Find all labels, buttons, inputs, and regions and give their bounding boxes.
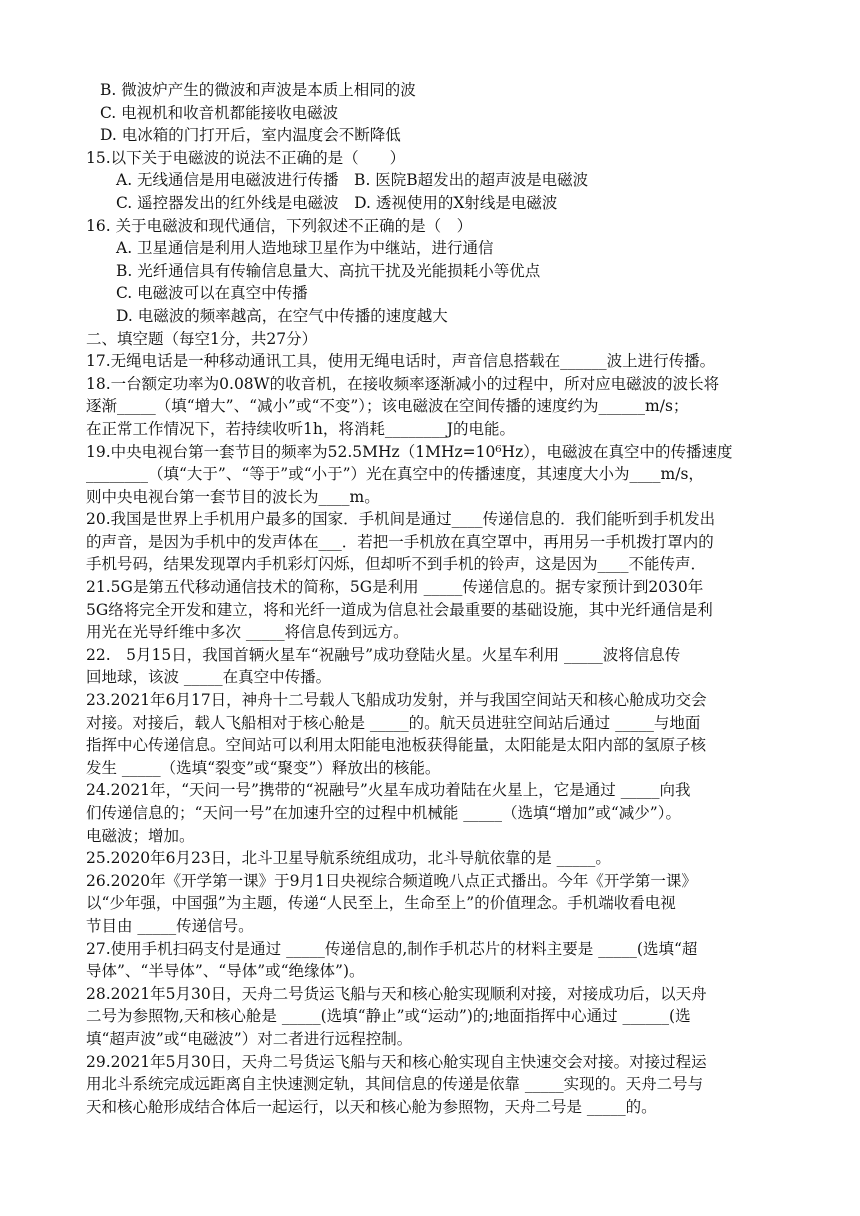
- text-line: 的声音，是因为手机中的发声体在___．若把一手机放在真空罩中，再用另一手机拨打罩内的: [86, 532, 714, 551]
- text-line: 二、填空题（每空1分，共27分）: [86, 329, 318, 348]
- text-line: 5G络将完全开发和建立，将和光纤一道成为信息社会最重要的基础设施，其中光纤通信是利: [86, 600, 713, 619]
- text-line: 27.使用手机扫码支付是通过 _____传递信息的,制作手机芯片的材料主要是 _____(选填“超: [86, 939, 698, 958]
- text-line: 电磁波；增加。: [86, 826, 195, 845]
- text-line: 16. 关于电磁波和现代通信，下列叙述不正确的是（ ）: [86, 216, 473, 235]
- text-line: 发生 _____（选填“裂变”或“聚变”）释放出的核能。: [86, 758, 441, 777]
- text-line: 23.2021年6月17日，神舟十二号载人飞船成功发射，并与我国空间站天和核心舱成功交会: [86, 691, 707, 710]
- text-line: 28.2021年5月30日，天舟二号货运飞船与天和核心舱实现顺利对接，对接成功后，以天舟: [86, 984, 707, 1003]
- text-line: C. 遥控器发出的红外线是电磁波 D. 透视使用的X射线是电磁波: [116, 193, 558, 212]
- text-line: A. 无线通信是用电磁波进行传播 B. 医院B超发出的超声波是电磁波: [116, 171, 589, 190]
- text-line: C. 电视机和收音机都能接收电磁波: [100, 103, 339, 122]
- text-line: 则中央电视台第一套节目的波长为____m。: [86, 487, 380, 506]
- text-line: 节目由 _____传递信号。: [86, 916, 254, 935]
- text-line: D. 电冰箱的门打开后，室内温度会不断降低: [100, 126, 401, 145]
- text-line: A. 卫星通信是利用人造地球卫星作为中继站，进行通信: [116, 239, 494, 258]
- text-line: 填“超声波”或“电磁波”）对二者进行远程控制。: [86, 1029, 413, 1048]
- text-line: 在正常工作情况下，若持续收听1h，将消耗________J的电能。: [86, 419, 516, 438]
- text-line: D. 电磁波的频率越高，在空气中传播的速度越大: [116, 306, 448, 325]
- text-line: 天和核心舱形成结合体后一起运行，以天和核心舱为参照物，天舟二号是 _____的。: [86, 1097, 657, 1116]
- text-line: C. 电磁波可以在真空中传播: [116, 284, 308, 303]
- text-line: 29.2021年5月30日，天舟二号货运飞船与天和核心舱实现自主快速交会对接。对接过程运: [86, 1052, 707, 1071]
- text-line: B. 微波炉产生的微波和声波是本质上相同的波: [100, 81, 416, 99]
- text-line: 们传递信息的；“天问一号”在加速升空的过程中机械能 _____（选填“增加”或“减少”）。: [86, 804, 681, 822]
- text-line: 20.我国是世界上手机用户最多的国家．手机间是通过____传递信息的．我们能听到手机发出: [86, 510, 716, 529]
- text-line: 22. 5月15日，我国首辆火星车“祝融号”成功登陆火星。火星车利用 _____波将信息传: [86, 645, 681, 664]
- text-line: 手机号码，结果发现罩内手机彩灯闪烁，但却听不到手机的铃声，这是因为____不能传声．: [86, 555, 707, 574]
- text-line: 15.以下关于电磁波的说法不正确的是（ ）: [86, 148, 406, 167]
- text-line: 用光在光导纤维中多次 _____将信息传到远方。: [86, 623, 409, 642]
- text-line: 用北斗系统完成远距离自主快速测定轨，其间信息的传递是依靠 _____实现的。天舟二号与: [86, 1075, 704, 1094]
- text-line: 二号为参照物,天和核心舱是 _____(选填“静止”或“运动”)的;地面指挥中心通过 ______(选: [86, 1007, 691, 1026]
- text-line: B. 光纤通信具有传输信息量大、高抗干扰及光能损耗小等优点: [116, 261, 541, 280]
- text-line: 25.2020年6月23日，北斗卫星导航系统组成功，北斗导航依靠的是 _____。: [86, 849, 611, 868]
- text-line: ________（填“大于”、“等于”或“小于”）光在真空中的传播速度，其速度大小为____m/s，: [86, 465, 704, 484]
- text-line: 17.无绳电话是一种移动通讯工具，使用无绳电话时，声音信息搭载在______波上进行传播。: [86, 352, 716, 371]
- text-line: 回地球，该波 _____在真空中传播。: [86, 668, 332, 687]
- text-line: 导体”、“半导体”、“导体”或“绝缘体”)。: [86, 962, 365, 981]
- text-line: 逐渐_____（填“增大”、“减小”或“不变”）；该电磁波在空间传播的速度约为______m/s；: [86, 397, 689, 416]
- text-line: 24.2021年，“天问一号”携带的“祝融号”火星车成功着陆在火星上，它是通过 _____向我: [86, 781, 691, 800]
- text-line: 指挥中心传递信息。空间站可以利用太阳能电池板获得能量，太阳能是太阳内部的氢原子核: [86, 736, 707, 755]
- text-line: 以“少年强，中国强”为主题，传递“人民至上，生命至上”的价值理念。手机端收看电视: [86, 894, 676, 913]
- text-line: 19.中央电视台第一套节目的频率为52.5MHz（1MHz=10⁶Hz），电磁波在真空中的传播速度: [86, 442, 733, 461]
- text-line: 18.一台额定功率为0.08W的收音机，在接收频率逐渐减小的过程中，所对应电磁波的波长将: [86, 374, 720, 393]
- text-line: 对接。对接后，载人飞船相对于核心舱是 _____的。航天员进驻空间站后通过 _____与地面: [86, 713, 701, 732]
- text-line: 26.2020年《开学第一课》于9月1日央视综合频道晚八点正式播出。今年《开学第一课》: [86, 871, 697, 890]
- text-line: 21.5G是第五代移动通信技术的简称，5G是利用 _____传递信息的。据专家预计到2030年: [86, 578, 704, 597]
